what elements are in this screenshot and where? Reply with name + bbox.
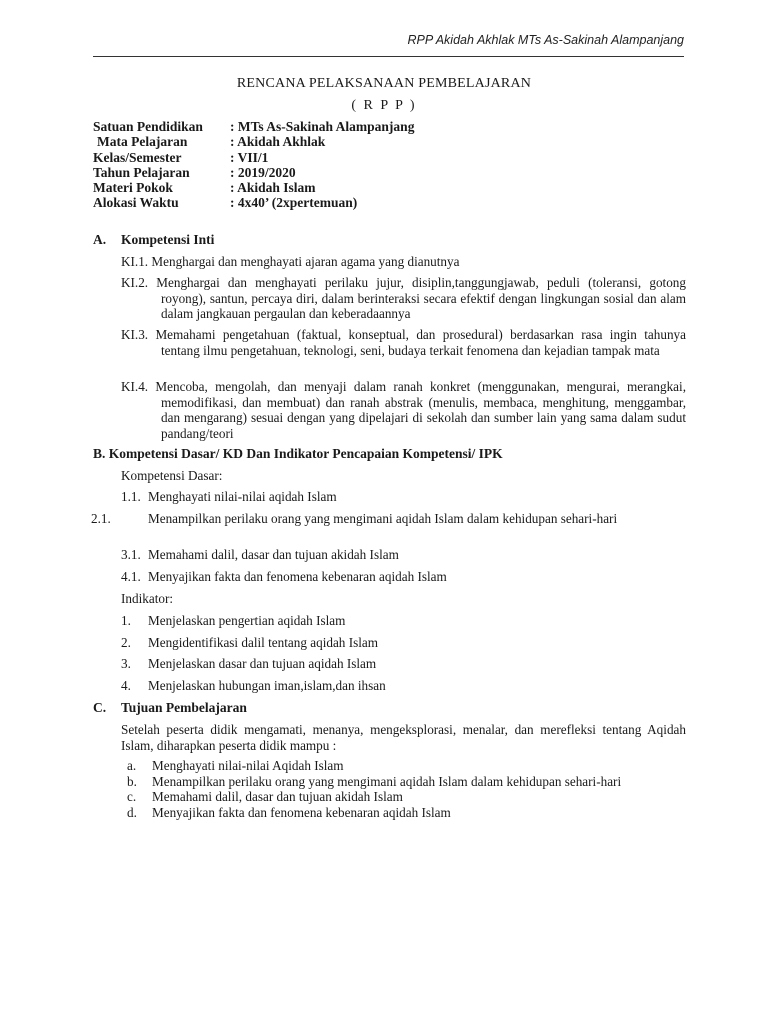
kd-number: 4.1. [121, 569, 141, 584]
indicator-item [121, 613, 686, 629]
identity-row [93, 119, 414, 134]
indicator-label: Indikator: [121, 591, 174, 606]
indicator-item [121, 635, 686, 651]
kd-label: Kompetensi Dasar: [121, 468, 223, 483]
kd-text: Memahami dalil, dasar dan tujuan akidah Islam [148, 547, 399, 562]
list-item [127, 789, 687, 805]
list-letter: c. [127, 789, 137, 804]
kd-item [91, 511, 716, 527]
indicator-number: 3. [121, 656, 131, 671]
list-text: Menampilkan perilaku orang yang mengimani aqidah Islam dalam kehidupan sehari-hari [152, 773, 622, 789]
identity-label: Satuan Pendidikan [93, 119, 203, 134]
header-divider [93, 56, 684, 57]
identity-row [93, 180, 414, 195]
indicator-item [121, 678, 686, 694]
identity-label: Mata Pelajaran [97, 134, 188, 150]
identity-label: Alokasi Waktu [93, 195, 179, 211]
section-a-heading [93, 232, 214, 248]
identity-row [93, 165, 414, 180]
list-text: Memahami dalil, dasar dan tujuan akidah Islam [152, 789, 403, 804]
ki-item [121, 379, 686, 441]
kd-number: 2.1. [91, 511, 111, 526]
indicator-number: 2. [121, 635, 131, 650]
section-title: Tujuan Pembelajaran [121, 700, 247, 715]
running-header: RPP Akidah Akhlak MTs As-Sakinah Alampanjang [407, 33, 684, 47]
list-letter: d. [127, 804, 137, 820]
list-letter: a. [127, 758, 137, 773]
kd-number: 1.1. [121, 489, 141, 504]
identity-value: : 4x40’ (2xpertemuan) [230, 195, 358, 211]
tujuan-intro: Setelah peserta didik mengamati, menanya, mengeksplorasi, menalar, dan merefleksi tentang Aqidah Islam, diharapkan peserta didik mampu : [121, 722, 686, 753]
tujuan-list [127, 758, 687, 820]
identity-value: : Akidah Islam [230, 180, 316, 196]
list-text: Menghayati nilai-nilai Aqidah Islam [152, 758, 344, 773]
identity-row [93, 195, 414, 210]
list-item [127, 805, 687, 821]
section-letter: C. [93, 700, 107, 715]
kd-text: Menghayati nilai-nilai aqidah Islam [148, 489, 337, 504]
kd-item [121, 569, 686, 585]
ki-item [121, 275, 686, 322]
ki-text: KI.4. Mencoba, mengolah, dan menyaji dalam ranah konkret (menggunakan, mengurai, merangkai, memodifikasi, dan membuat) dan ranah abstrak (menulis, membaca, menghitung, menggambar, dan mengarang) sesuai dengan yang dipelajari di sekolah dan sumber lain yang sama dalam sudut pandang/teori [121, 379, 686, 441]
kd-item [121, 489, 686, 505]
kd-item [121, 547, 686, 563]
identity-value: : MTs As-Sakinah Alampanjang [230, 119, 415, 134]
identity-value: : Akidah Akhlak [230, 134, 326, 150]
ki-text: KI.1. Menghargai dan menghayati ajaran agama yang dianutnya [121, 254, 460, 269]
ki-text: KI.2. Menghargai dan menghayati perilaku jujur, disiplin,tanggungjawab, peduli (toleransi, gotong royong), santun, percaya diri, dalam berinteraksi secara efektif dengan lingkungan sosial dan alam dalam jangkauan pergaulan dan keberadaannya [121, 275, 686, 322]
identity-label: Materi Pokok [93, 180, 173, 196]
document-title: RENCANA PELAKSANAAN PEMBELAJARAN [236, 76, 532, 91]
list-item [127, 758, 687, 774]
section-c-heading [93, 700, 247, 716]
kd-text: Menyajikan fakta dan fenomena kebenaran aqidah Islam [148, 569, 447, 584]
identity-value: : 2019/2020 [230, 164, 296, 180]
identity-value: : VII/1 [230, 149, 269, 165]
identity-label: Tahun Pelajaran [93, 164, 190, 180]
section-b-heading: B. Kompetensi Dasar/ KD Dan Indikator Pencapaian Kompetensi/ IPK [93, 446, 503, 461]
indicator-text: Menjelaskan hubungan iman,islam,dan ihsan [148, 678, 386, 693]
identity-label: Kelas/Semester [93, 149, 182, 165]
indicator-text: Menjelaskan dasar dan tujuan aqidah Islam [148, 656, 377, 671]
kd-number: 3.1. [121, 547, 141, 562]
indicator-item [121, 656, 686, 672]
indicator-text: Menjelaskan pengertian aqidah Islam [148, 613, 346, 628]
ki-item [121, 254, 686, 270]
section-letter: A. [93, 232, 107, 247]
list-text: Menyajikan fakta dan fenomena kebenaran aqidah Islam [152, 804, 451, 820]
ki-text: KI.3. Memahami pengetahuan (faktual, konseptual, dan prosedural) berdasarkan rasa ingin tahunya tentang ilmu pengetahuan, teknologi, seni, budaya terkait fenomena dan kejadian tampak mata [121, 327, 686, 358]
list-letter: b. [127, 773, 137, 789]
section-title: Kompetensi Inti [121, 232, 215, 247]
list-item [127, 774, 687, 790]
ki-item [121, 327, 686, 358]
identity-table [93, 119, 414, 211]
indicator-number: 4. [121, 678, 131, 693]
kd-text: Menampilkan perilaku orang yang mengimani aqidah Islam dalam kehidupan sehari-hari [148, 511, 618, 526]
identity-row [93, 134, 414, 149]
identity-row [93, 150, 414, 165]
indicator-text: Mengidentifikasi dalil tentang aqidah Islam [148, 635, 378, 650]
document-subtitle: ( R P P ) [351, 98, 417, 113]
indicator-number: 1. [121, 613, 131, 628]
